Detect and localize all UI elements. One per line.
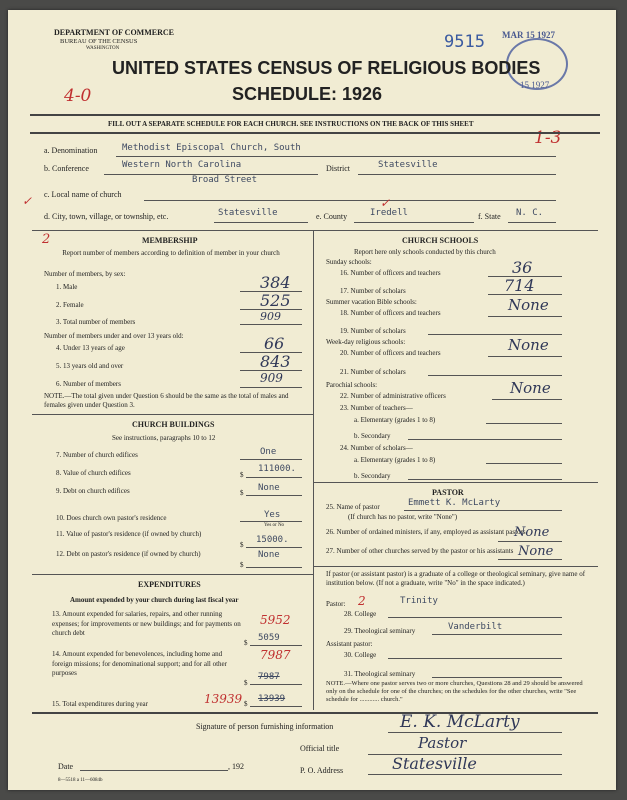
q2-value[interactable]: 525 xyxy=(260,291,291,310)
county-label: e. County xyxy=(316,212,348,221)
schools-sub: Report here only schools conducted by this church xyxy=(354,248,496,256)
q1-value[interactable]: 384 xyxy=(260,273,291,292)
pastor-label: Pastor: xyxy=(326,600,346,608)
q2-label: 2. Female xyxy=(56,301,84,309)
q28-value[interactable]: Trinity xyxy=(400,596,438,606)
po-address-label: P. O. Address xyxy=(300,766,344,775)
q22-label: 22. Number of administrative officers xyxy=(340,392,446,400)
parochial-label: Parochial schools: xyxy=(326,381,378,389)
q14-label: 14. Amount expended for benevolences, including home and foreign missions; for denominational support; and for all other purposes xyxy=(52,650,227,677)
signature-value[interactable]: E. K. McLarty xyxy=(400,712,520,732)
red-mark-right: 1-3 xyxy=(534,128,562,148)
summer-schools-label: Summer vacation Bible schools: xyxy=(326,298,417,306)
q27-value[interactable]: None xyxy=(518,544,554,559)
city-value[interactable]: Statesville xyxy=(218,208,278,218)
q15-label: 15. Total expenditures during year xyxy=(52,700,148,708)
schools-heading: CHURCH SCHOOLS xyxy=(402,236,479,245)
red-mark-left: 4-0 xyxy=(64,86,92,106)
q1-label: 1. Male xyxy=(56,283,78,291)
q25-hint: (If church has no pastor, write "None") xyxy=(348,513,458,521)
q14-value[interactable]: 7987 xyxy=(258,672,280,682)
instruction-line: FILL OUT A SEPARATE SCHEDULE FOR EACH CHURCH. SEE INSTRUCTIONS ON THE BACK OF THIS SHEET xyxy=(108,120,474,128)
q7-value[interactable]: One xyxy=(260,447,277,457)
buildings-sub: See instructions, paragraphs 10 to 12 xyxy=(112,434,216,442)
graduate-instructions: If pastor (or assistant pastor) is a graduate of a college or theological seminary, give name of institution below. (If not a graduate, write "No" in the space indicated.) xyxy=(326,570,586,587)
members-by-sex-label: Number of members, by sex: xyxy=(44,270,126,278)
q9-label: 9. Debt on church edifices xyxy=(56,487,130,495)
q4-value[interactable]: 66 xyxy=(264,334,285,353)
buildings-heading: CHURCH BUILDINGS xyxy=(132,420,215,429)
q13-value[interactable]: 5059 xyxy=(258,633,280,643)
q13-label: 13. Amount expended for salaries, repairs, and other running expenses; for improvements or new buildings; and for payments on church debt xyxy=(52,610,241,637)
received-stamp-date: MAR 15 1927 xyxy=(502,30,555,40)
department-label: DEPARTMENT OF COMMERCE xyxy=(54,28,175,37)
membership-heading: MEMBERSHIP xyxy=(142,236,198,245)
weekday-schools-label: Week-day religious schools: xyxy=(326,338,406,346)
q14-value-red: 7987 xyxy=(260,648,291,662)
q7-label: 7. Number of church edifices xyxy=(56,451,138,459)
form-number: 8—5518 a 11—6084b xyxy=(58,778,103,783)
q25-label: 25. Name of pastor xyxy=(326,503,380,511)
q16-value[interactable]: 36 xyxy=(512,258,533,277)
official-title-label: Official title xyxy=(300,744,340,753)
q25-value[interactable]: Emmett K. McLarty xyxy=(408,498,501,508)
q8-value[interactable]: 111000. xyxy=(258,464,296,474)
po-address-value[interactable]: Statesville xyxy=(392,754,477,773)
stamp-date-2: 15 1927 xyxy=(520,80,550,90)
membership-note: NOTE.—The total given under Question 6 should be the same as the total of males and females given under Question 3. xyxy=(44,392,289,409)
q19-label: 19. Number of scholars xyxy=(340,327,406,335)
q5-value[interactable]: 843 xyxy=(260,352,291,371)
q29-value[interactable]: Vanderbilt xyxy=(448,622,503,632)
q4-label: 4. Under 13 years of age xyxy=(56,344,125,352)
pastor-note: NOTE.—Where one pastor serves two or more churches, Questions 28 and 29 should be answered only on the schedule for one of the churches; on the schedules for the other churches, write "See schedule for ............ church." xyxy=(326,680,583,703)
date-year: , 192 xyxy=(228,762,244,771)
q17-value[interactable]: 714 xyxy=(504,276,535,295)
assistant-pastor-label: Assistant pastor: xyxy=(326,640,373,648)
conference-value[interactable]: Western North Carolina xyxy=(122,160,242,170)
q12-value[interactable]: None xyxy=(258,550,280,560)
q13-value-red: 5952 xyxy=(260,613,291,627)
q27-label: 27. Number of other churches served by the pastor or his assistants xyxy=(326,547,514,555)
q24a-label: a. Elementary (grades 1 to 8) xyxy=(354,456,436,464)
q28-label: 28. College xyxy=(344,610,377,618)
expenditures-heading: EXPENDITURES xyxy=(138,580,201,589)
q11-label: 11. Value of pastor's residence (if owned by church) xyxy=(56,530,202,538)
q22-value[interactable]: None xyxy=(510,379,551,397)
q10-value[interactable]: Yes xyxy=(264,510,281,520)
schedule-title: SCHEDULE: 1926 xyxy=(232,84,383,104)
q23a-label: a. Elementary (grades 1 to 8) xyxy=(354,416,436,424)
q16-label: 16. Number of officers and teachers xyxy=(340,269,441,277)
q8-label: 8. Value of church edifices xyxy=(56,469,131,477)
state-value[interactable]: N. C. xyxy=(516,208,544,218)
age-intro: Number of members under and over 13 years old: xyxy=(44,332,184,340)
city-label: WASHINGTON xyxy=(86,46,120,51)
sunday-schools-label: Sunday schools: xyxy=(326,258,372,266)
local-name-label: c. Local name of church xyxy=(44,190,122,199)
q23b-label: b. Secondary xyxy=(354,432,391,440)
q20-value[interactable]: None xyxy=(508,336,549,354)
q17-label: 17. Number of scholars xyxy=(340,287,406,295)
state-label: f. State xyxy=(478,212,501,221)
local-name-value[interactable]: Broad Street xyxy=(192,175,258,185)
q3-label: 3. Total number of members xyxy=(56,318,136,326)
q30-label: 30. College xyxy=(344,651,377,659)
q24b-label: b. Secondary xyxy=(354,472,391,480)
membership-intro: Report number of members according to definition of member in your church xyxy=(62,249,280,257)
expenditures-sub: Amount expended by your church during last fiscal year xyxy=(70,596,239,604)
q18-value[interactable]: None xyxy=(508,296,549,314)
denomination-label: a. Denomination xyxy=(44,146,98,155)
q31-label: 31. Theological seminary xyxy=(344,670,416,678)
q15-value-red: 13939 xyxy=(204,692,243,706)
district-label: District xyxy=(326,164,350,173)
q9-value[interactable]: None xyxy=(258,483,280,493)
q6-label: 6. Number of members xyxy=(56,380,121,388)
form-title: UNITED STATES CENSUS OF RELIGIOUS BODIES xyxy=(112,58,541,78)
county-value[interactable]: Iredell xyxy=(370,208,408,218)
schedule-number: 9515 xyxy=(444,32,485,52)
q6-value[interactable]: 909 xyxy=(260,371,283,385)
q29-label: 29. Theological seminary xyxy=(344,627,416,635)
official-title-value[interactable]: Pastor xyxy=(418,734,467,752)
q20-label: 20. Number of officers and teachers xyxy=(340,349,441,357)
q21-label: 21. Number of scholars xyxy=(340,368,406,376)
q26-label: 26. Number of ordained ministers, if any, employed as assistant pastors xyxy=(326,528,526,536)
census-schedule-sheet: DEPARTMENT OF COMMERCE BUREAU OF THE CENSUS WASHINGTON 9515 MAR 15 1927 15 1927 UNITED STATES CENSUS OF RELIGIOUS BODIES SCHEDULE: 1926 4-0 1-3 FILL OUT A SEPARATE SCHEDULE FOR EACH CHURCH. SEE INSTRUCTIONS ON THE BACK OF THIS SHEET a. Denomination Methodist Episcopal Church, South b. Conference Western North Carolina District Statesville Broad Street c. Local name of church ✓ d. City, town, village, or township, etc. Statesville e. County Iredell ✓ f. State N. C. 2 MEMBERSHIP Report number of members according to definition of member in your church Number of members, by sex: 1. Male 384 2. Female 525 3. Total number of members 909 Number of members under and over 13 years old: 4. Under 13 years of age 66 5. 13 years old and over 843 6. Number of members 909 NOTE.—The total given under Question 6 should be the same as the total of males and females given under Question 3. CHURCH BUILDINGS See instructions, paragraphs 10 to 12 7. Number of church edifices One 8. Value of church edifices $ 111000. 9. Debt on church edifices $ None 10. Does church own pastor's residence Yes Yes or No 11. Value of pastor's residence (if owned by church) $ 15000. 12. Debt on pastor's residence (if owned by church) $ None EXPENDITURES Amount expended by your church during last fiscal year 13. Amount expended for salaries, repairs, and other running expenses; for improvements or new buildings; and for payments on church debt 5952 $ 5059 14. Amount expended for benevolences, including home and foreign missions; for denominational support; and for all other purposes 7987 $ 7987 15. Total expenditures during year 13939 $ 13939 CHURCH SCHOOLS Report here only schools conducted by this church Sunday schools: 16. Number of officers and teachers 36 17. Number of scholars 714 Summer vacation Bible schools: 18. Number of officers and teachers None 19. Number of scholars Week-day religious schools: 20. Number of officers and teachers None 21. Number of scholars Parochial schools: 22. Number of administrative officers None 23. Number of teachers— a. Elementary (grades 1 to 8) b. Secondary 24. Number of scholars— a. Elementary (grades 1 to 8) b. Secondary PASTOR 25. Name of pastor Emmett K. McLarty (If church has no pastor, write "None") 26. Number of ordained ministers, if any, employed as assistant pastors None 27. Number of other churches served by the pastor or his assistants None If pastor (or assistant pastor) is a graduate of a college or theological seminary, give name of institution below. (If not a graduate, write "No" in the space indicated.) Pastor: 2 28. College Trinity 29. Theological seminary Vanderbilt Assistant pastor: 30. College 31. Theological seminary NOTE.—Where one pastor serves two or more churches, Questions 28 and 29 should be answered only on the schedule for one of the churches; on the schedules for the other churches, write "See schedule for ............ church." Signature of person furnishing information E. K. McLarty Official title Pastor Date , 192 P. O. Address Statesville 8—5518 a 11—6084b xyxy=(8,10,616,790)
bureau-label: BUREAU OF THE CENSUS xyxy=(60,38,138,45)
q12-label: 12. Debt on pastor's residence (if owned by church) xyxy=(56,550,201,558)
q5-label: 5. 13 years old and over xyxy=(56,362,124,370)
q11-value[interactable]: 15000. xyxy=(256,535,289,545)
yes-no-hint: Yes or No xyxy=(264,523,285,528)
q15-value[interactable]: 13939 xyxy=(258,694,286,704)
conference-label: b. Conference xyxy=(44,164,89,173)
q3-value[interactable]: 909 xyxy=(260,310,281,323)
q10-label: 10. Does church own pastor's residence xyxy=(56,514,167,522)
q24-label: 24. Number of scholars— xyxy=(340,444,413,452)
q26-value[interactable]: None xyxy=(514,525,550,540)
q23-label: 23. Number of teachers— xyxy=(340,404,413,412)
pastor-heading: PASTOR xyxy=(432,488,464,497)
signature-label: Signature of person furnishing information xyxy=(196,722,334,731)
city-label: d. City, town, village, or township, etc. xyxy=(44,212,169,221)
q18-label: 18. Number of officers and teachers xyxy=(340,309,441,317)
date-label: Date xyxy=(58,762,74,771)
district-value[interactable]: Statesville xyxy=(378,160,438,170)
denomination-value[interactable]: Methodist Episcopal Church, South xyxy=(122,143,301,153)
